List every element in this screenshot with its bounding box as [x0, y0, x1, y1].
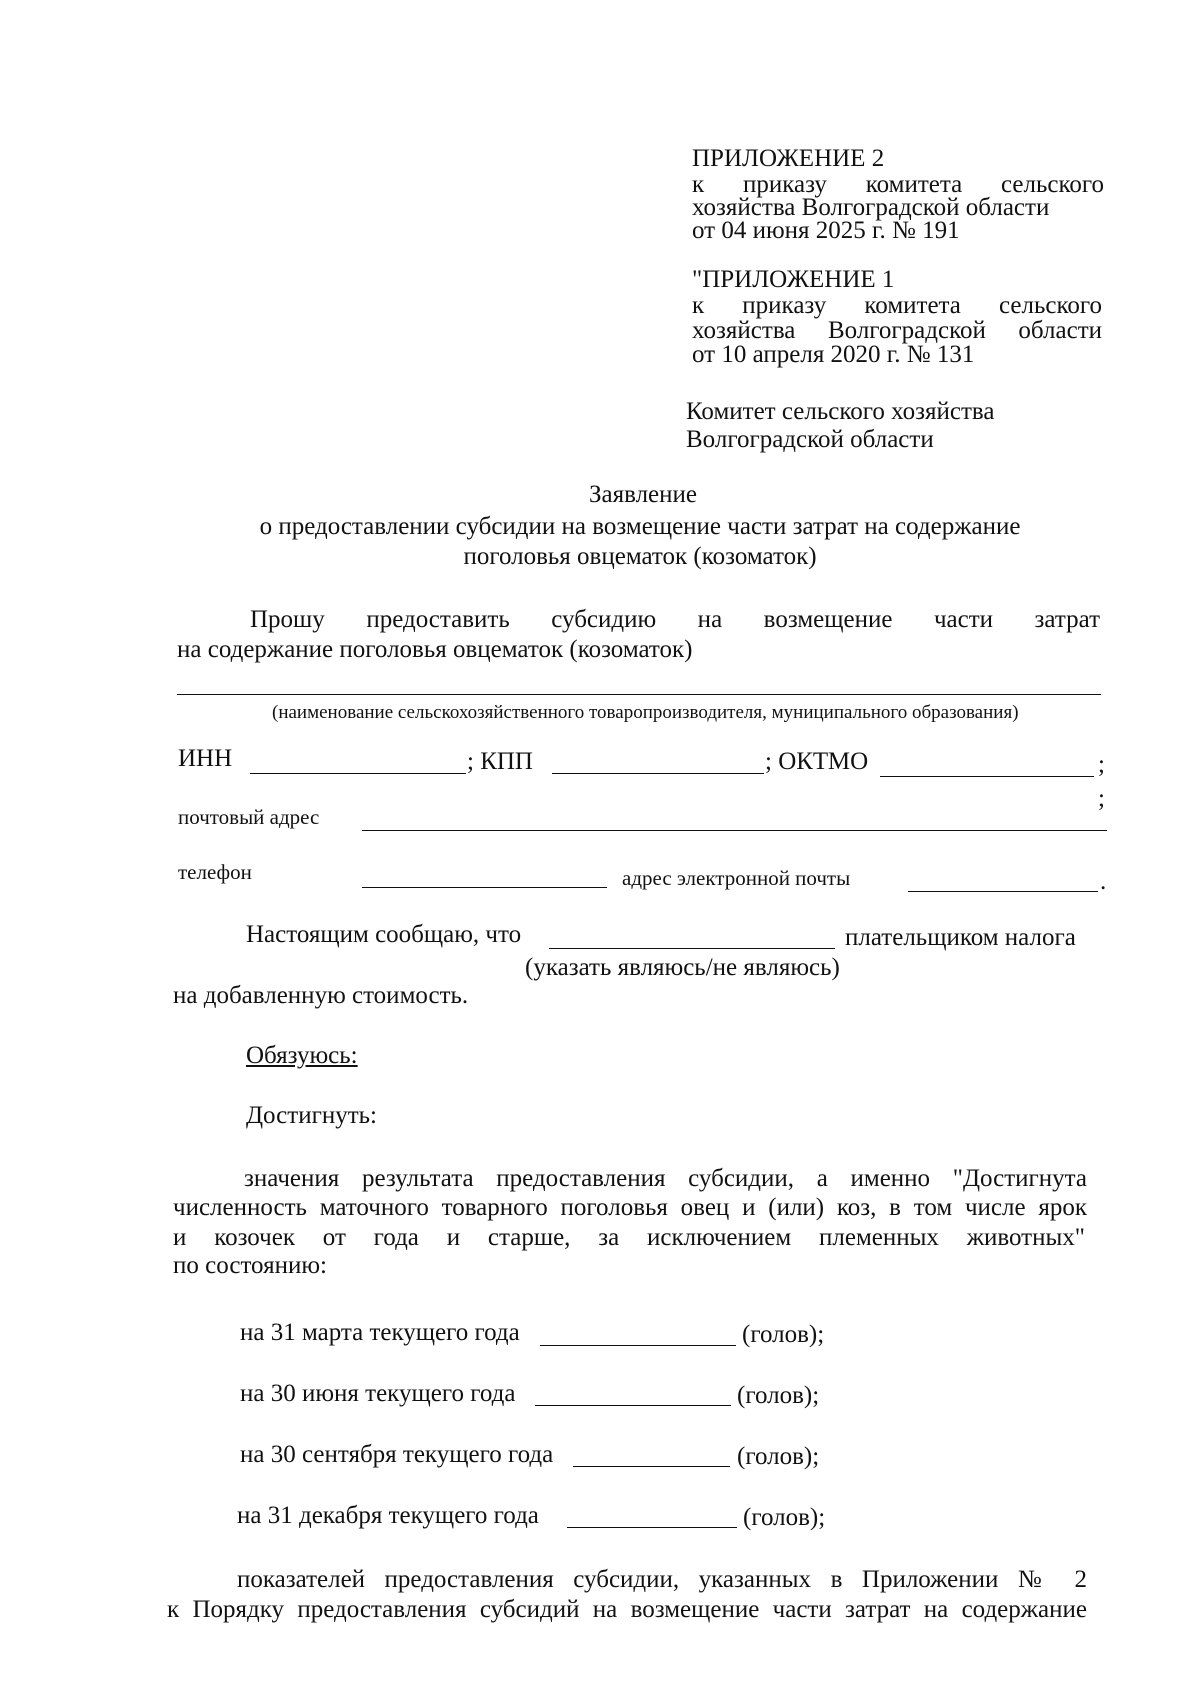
postal-address-field[interactable] — [362, 830, 1107, 831]
indicators-line-1: показателей предоставления субсидии, указанных в Приложении № 2 — [237, 1566, 1087, 1593]
result-line-1: значения результата предоставления субсидии, а именно "Достигнута — [244, 1165, 1087, 1192]
oktmo-label: ; ОКТМО — [765, 748, 869, 775]
email-period: . — [1100, 868, 1107, 895]
date-march-field[interactable] — [540, 1345, 736, 1346]
appendix-2-line-3: от 04 июня 2025 г. № 191 — [692, 217, 960, 244]
oktmo-semicolon: ; — [1098, 751, 1105, 778]
inn-label: ИНН — [178, 745, 233, 772]
date-december-field[interactable] — [567, 1527, 737, 1528]
postal-address-label: почтовый адрес — [178, 805, 320, 829]
date-march-unit: (голов); — [742, 1321, 825, 1348]
date-june-field[interactable] — [535, 1405, 731, 1406]
indicators-line-2: к Порядку предоставления субсидий на возмещение части затрат на содержание — [167, 1596, 1087, 1623]
document-subtitle-1: о предоставлении субсидии на возмещение части затрат на содержание — [259, 513, 1021, 540]
result-line-2: численность маточного товарного поголовья овец и (или) коз, в том числе ярок — [173, 1194, 1087, 1221]
document-title: Заявление — [588, 481, 698, 508]
appendix-1-line-3: от 10 апреля 2020 г. № 131 — [692, 341, 975, 368]
applicant-name-field[interactable] — [177, 694, 1101, 695]
date-september-field[interactable] — [573, 1466, 730, 1467]
obligations-heading: Обязуюсь: — [246, 1042, 358, 1069]
date-september-unit: (голов); — [737, 1443, 820, 1470]
inn-field[interactable] — [250, 773, 466, 774]
request-line-1: Прошу предоставить субсидию на возмещение части затрат — [250, 606, 1100, 633]
vat-line-2: на добавленную стоимость. — [173, 982, 469, 1009]
email-field[interactable] — [908, 891, 1098, 892]
date-december-label: на 31 декабря текущего года — [237, 1502, 539, 1529]
appendix-1-title: "ПРИЛОЖЕНИЕ 1 — [692, 266, 895, 293]
appendix-1-line-2: хозяйства Волгоградской области — [692, 317, 1102, 344]
kpp-label: ; КПП — [467, 748, 533, 775]
date-june-label: на 30 июня текущего года — [240, 1380, 516, 1407]
phone-field[interactable] — [362, 887, 607, 888]
phone-label: телефон — [178, 860, 252, 884]
result-line-3: и козочек от года и старше, за исключением племенных животных" — [173, 1224, 1085, 1251]
oktmo-field[interactable] — [880, 776, 1094, 777]
appendix-2-line-2: хозяйства Волгоградской области — [692, 194, 1050, 221]
email-label: адрес электронной почты — [622, 866, 851, 890]
achieve-heading: Достигнуть: — [246, 1102, 377, 1129]
date-june-unit: (голов); — [737, 1382, 820, 1409]
vat-suffix: плательщиком налога — [845, 924, 1076, 951]
request-line-2: на содержание поголовья овцематок (козоматок) — [177, 636, 693, 663]
date-march-label: на 31 марта текущего года — [240, 1319, 520, 1346]
appendix-1-line-1: к приказу комитета сельского — [692, 292, 1102, 319]
addressee-line-1: Комитет сельского хозяйства — [686, 398, 995, 425]
appendix-2-line-1: к приказу комитета сельского — [692, 171, 1104, 198]
vat-status-field[interactable] — [549, 948, 835, 949]
kpp-field[interactable] — [552, 773, 764, 774]
addressee-line-2: Волгоградской области — [686, 426, 934, 453]
vat-prefix: Настоящим сообщаю, что — [246, 921, 522, 948]
applicant-name-caption: (наименование сельскохозяйственного товаропроизводителя, муниципального образования) — [272, 702, 1019, 723]
date-september-label: на 30 сентября текущего года — [240, 1441, 554, 1468]
date-december-unit: (голов); — [743, 1504, 826, 1531]
postal-semicolon: ; — [1098, 785, 1105, 812]
document-subtitle-2: поголовья овцематок (козоматок) — [463, 543, 817, 570]
appendix-2-title: ПРИЛОЖЕНИЕ 2 — [692, 145, 885, 172]
result-line-4: по состоянию: — [173, 1252, 327, 1279]
vat-hint: (указать являюсь/не являюсь) — [525, 954, 840, 981]
